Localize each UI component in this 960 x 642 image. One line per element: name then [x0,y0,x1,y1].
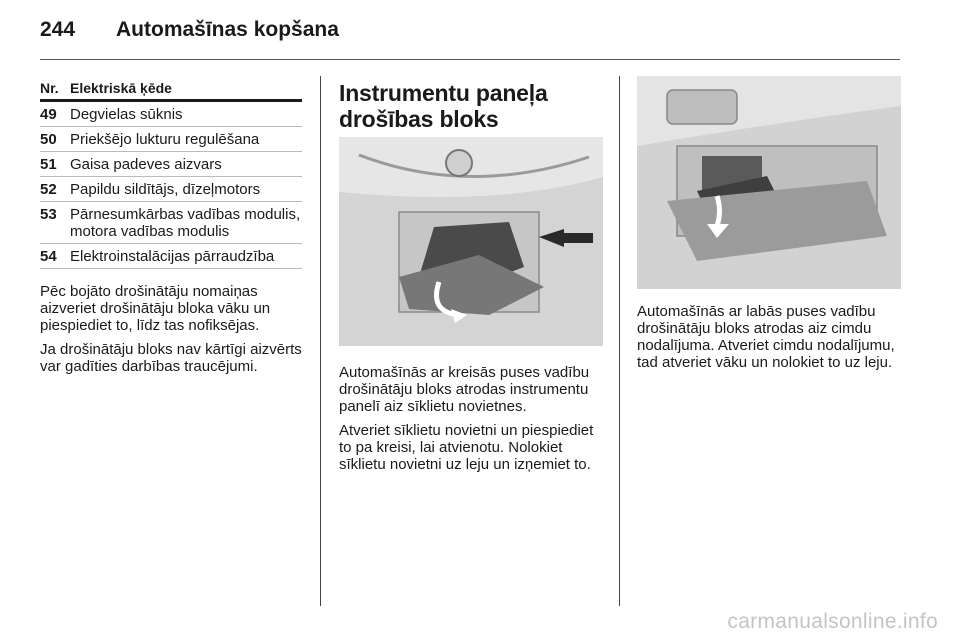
fuse-table-col-nr: Nr. [40,80,59,96]
column-divider-left [320,76,321,606]
fuse-number: 52 [40,181,57,198]
fuse-circuit: Degvielas sūknis [70,106,183,123]
fuse-number: 54 [40,248,57,265]
column-2-text [339,364,605,480]
column-3-text [637,303,901,378]
section-title [339,80,603,132]
watermark: carmanualsonline.info [727,610,938,633]
fuse-number: 51 [40,156,57,173]
column-1 [40,80,302,382]
figure-left-hand-drive-fusebox [339,137,603,346]
fuse-table-row [40,202,302,244]
section-title-line-2: drošības bloks [339,106,499,132]
fuse-table-row [40,152,302,177]
header-rule [40,59,900,60]
body-paragraph: Ja drošinātāju bloks nav kārtīgi aizvērts var gadīties darbības traucējumi. [40,341,302,375]
page-title: Automašīnas kopšana [116,18,339,41]
body-paragraph: Automašīnās ar labās puses vadību drošinātāju bloks atrodas aiz cimdu nodalījuma. Atveriet cimdu nodalījumu, tad atveriet vāku un nolokiet to uz leju. [637,303,895,371]
fuse-table-header [40,80,302,102]
body-paragraph: Pēc bojāto drošinātāju nomaiņas aizveriet drošinātāju bloka vāku un piespiediet to, līdz tas nofiksējas. [40,283,271,334]
fuse-table-col-circuit: Elektriskā ķēde [70,80,172,96]
fuse-table-row [40,102,302,127]
fuse-circuit: Priekšējo lukturu regulēšana [70,131,260,148]
fuse-circuit: Pārnesumkārbas vadības modulis, motora vadības modulis [70,206,301,240]
fuse-circuit: Gaisa padeves aizvars [70,156,222,173]
fuse-table-row [40,177,302,202]
page-number: 244 [40,18,76,41]
fuse-table-row [40,127,302,152]
fuse-table-row [40,244,302,269]
column-divider-right [619,76,620,606]
body-paragraph: Atveriet sīklietu novietni un piespiediet to pa kreisi, lai atvienotu. Nolokiet sīklietu novietni uz leju un izņemiet to. [339,422,594,473]
fuse-number: 53 [40,206,57,223]
fuse-number: 50 [40,131,57,148]
fuse-circuit: Papildu sildītājs, dīzeļmotors [70,181,261,198]
body-paragraph: Automašīnās ar kreisās puses vadību drošinātāju bloks atrodas instrumentu panelī aiz sīklietu novietnes. [339,364,590,415]
section-title-line-1: Instrumentu paneļa [339,80,548,106]
fuse-number: 49 [40,106,57,123]
figure-right-hand-drive-fusebox [637,76,901,289]
page-header [40,18,339,42]
fuse-circuit: Elektroinstalācijas pārraudzība [70,248,275,265]
column-2 [339,80,603,132]
